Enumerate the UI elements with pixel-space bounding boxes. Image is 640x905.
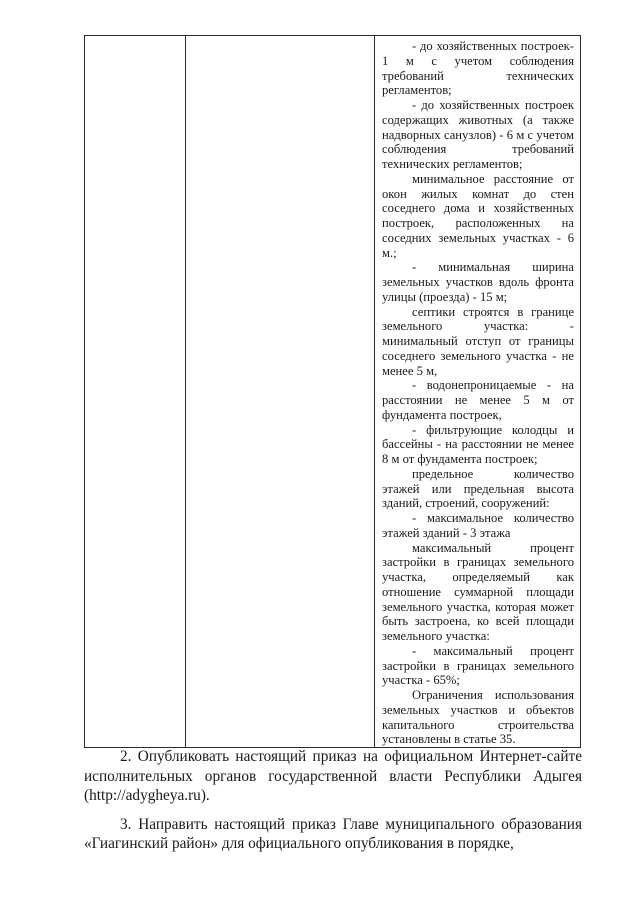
table-cell-column-2 xyxy=(186,36,375,748)
table-row xyxy=(85,36,581,748)
requirement-paragraph: - до хозяйственных построек содержащих животных (а также надворных санузлов) - 6 м с учетом соблюдения требований технических регламентов; xyxy=(382,98,574,171)
requirement-paragraph: Ограничения использования земельных участков и объектов капитального строительства установлены в статье 35. xyxy=(382,688,574,747)
requirement-paragraph: минимальное расстояние от окон жилых комнат до стен соседнего дома и хозяйственных построек, расположенных на соседних земельных участках - 6 м.; xyxy=(382,171,574,260)
regulations-table xyxy=(84,35,581,748)
requirement-paragraph: предельное количество этажей или предельная высота зданий, строений, сооружений: xyxy=(382,466,574,511)
requirement-paragraph: - водонепроницаемые - на расстоянии не менее 5 м от фундамента построек, xyxy=(382,378,574,422)
order-item-3: 3. Направить настоящий приказ Главе муниципального образования «Гиагинский район» для официального опубликования в порядке, xyxy=(84,815,582,852)
table-cell-column-1 xyxy=(85,36,186,748)
order-item-2: 2. Опубликовать настоящий приказ на официальном Интернет-сайте исполнительных органов государственной власти Республики Адыгея (http://adygheya.ru). xyxy=(84,748,582,804)
requirement-paragraph: - минимальная ширина земельных участков вдоль фронта улицы (проезда) - 15 м; xyxy=(382,260,574,304)
order-body xyxy=(84,747,582,863)
requirement-paragraph: септики строятся в границе земельного участка: - минимальный отступ от границы соседнего земельного участка - не менее 5 м, xyxy=(382,304,574,378)
requirement-paragraph: - максимальное количество этажей зданий - 3 этажа xyxy=(382,511,574,540)
requirements-text xyxy=(375,36,580,747)
requirement-paragraph: - максимальный процент застройки в границах земельного участка - 65%; xyxy=(382,643,574,688)
requirement-paragraph: - до хозяйственных построек- 1 м с учетом соблюдения требований технических регламентов; xyxy=(382,39,574,98)
requirement-paragraph: максимальный процент застройки в границах земельного участка, определяемый как отношение суммарной площади земельного участка, которая может быть застроена, ко всей площади земельного участка: xyxy=(382,540,574,643)
requirement-paragraph: - фильтрующие колодцы и бассейны - на расстоянии не менее 8 м от фундамента построек; xyxy=(382,422,574,466)
table-cell-column-3 xyxy=(375,36,581,748)
